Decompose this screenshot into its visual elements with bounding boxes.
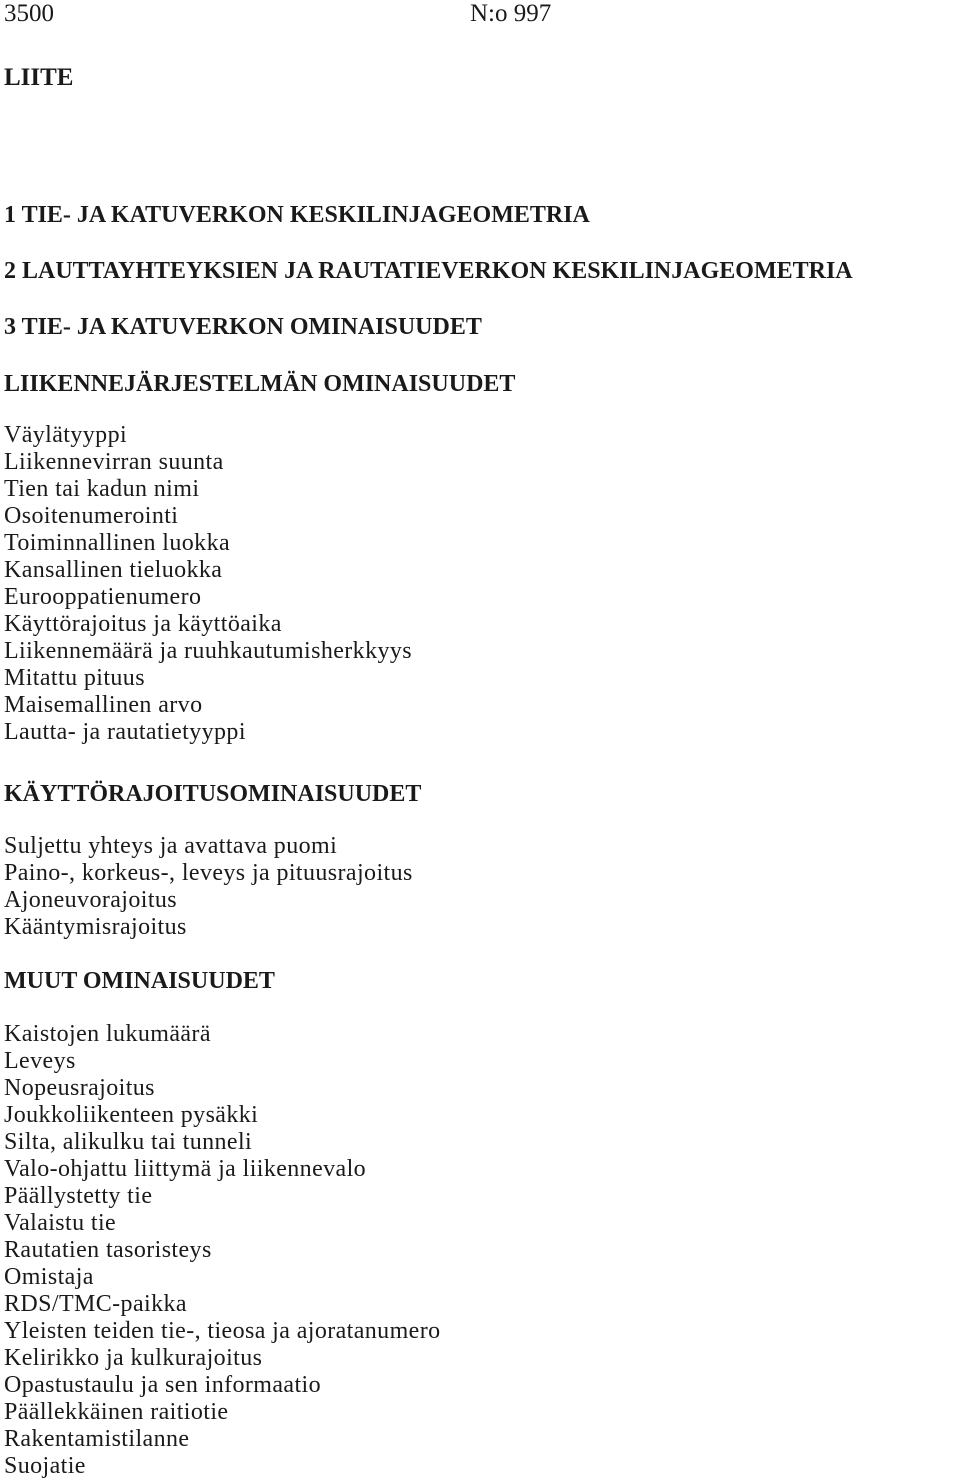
group-heading: LIIKENNEJÄRJESTELMÄN OMINAISUUDET [4,371,516,397]
page-header [4,0,960,32]
list-item: Liikennemäärä ja ruuhkautumisherkkyys [4,638,413,664]
list-item: Kansallinen tieluokka [4,557,223,583]
list-item: Kaistojen lukumäärä [4,1021,211,1047]
list-item: Maisemallinen arvo [4,692,203,718]
list-item: Lautta- ja rautatietyyppi [4,719,246,745]
section-heading-1: 1 TIE- JA KATUVERKON KESKILINJAGEOMETRIA [4,202,590,228]
list-item: Leveys [4,1048,76,1074]
list-item: Paino-, korkeus-, leveys ja pituusrajoitus [4,860,413,886]
list-item: Silta, alikulku tai tunneli [4,1129,253,1155]
list-item: Valaistu tie [4,1210,117,1236]
property-group-traffic-system [4,368,515,746]
list-item: Väylätyyppi [4,422,128,448]
property-list [4,422,515,746]
list-item: Suojatie [4,1453,86,1479]
list-item: Opastustaulu ja sen informaatio [4,1372,321,1398]
list-item: Eurooppatienumero [4,584,202,610]
group-heading: KÄYTTÖRAJOITUSOMINAISUUDET [4,781,422,807]
property-group-other [4,965,441,1480]
list-item: Kelirikko ja kulkurajoitus [4,1345,263,1371]
list-item: Rautatien tasoristeys [4,1237,212,1263]
list-item: Käyttörajoitus ja käyttöaika [4,611,282,637]
section-heading-3: 3 TIE- JA KATUVERKON OMINAISUUDET [4,314,482,340]
page-number: 3500 [4,0,54,27]
list-item: Joukkoliikenteen pysäkki [4,1102,259,1128]
list-item: Liikennevirran suunta [4,449,224,475]
list-item: Päällekkäinen raitiotie [4,1399,229,1425]
group-heading: MUUT OMINAISUUDET [4,968,275,994]
list-item: Omistaja [4,1264,94,1290]
list-item: Mitattu pituus [4,665,145,691]
list-item: Rakentamistilanne [4,1426,190,1452]
list-item: Ajoneuvorajoitus [4,887,178,913]
section-list [4,199,853,367]
list-item: Suljettu yhteys ja avattava puomi [4,833,338,859]
section-heading-2: 2 LAUTTAYHTEYKSIEN JA RAUTATIEVERKON KESKILINJAGEOMETRIA [4,258,853,284]
list-item: Yleisten teiden tie-, tieosa ja ajoratanumero [4,1318,441,1344]
list-item: Toiminnallinen luokka [4,530,231,556]
property-list [4,833,421,941]
document-title: LIITE [4,64,74,91]
list-item: Kääntymisrajoitus [4,914,187,940]
list-item: Päällystetty tie [4,1183,153,1209]
list-item: Osoitenumerointi [4,503,179,529]
list-item: Nopeusrajoitus [4,1075,155,1101]
list-item: Valo-ohjattu liittymä ja liikennevalo [4,1156,367,1182]
property-list [4,1021,441,1480]
list-item: Tien tai kadun nimi [4,476,200,502]
property-group-usage-restrictions [4,778,421,941]
list-item: RDS/TMC-paikka [4,1291,187,1317]
issue-number: N:o 997 [470,0,552,27]
